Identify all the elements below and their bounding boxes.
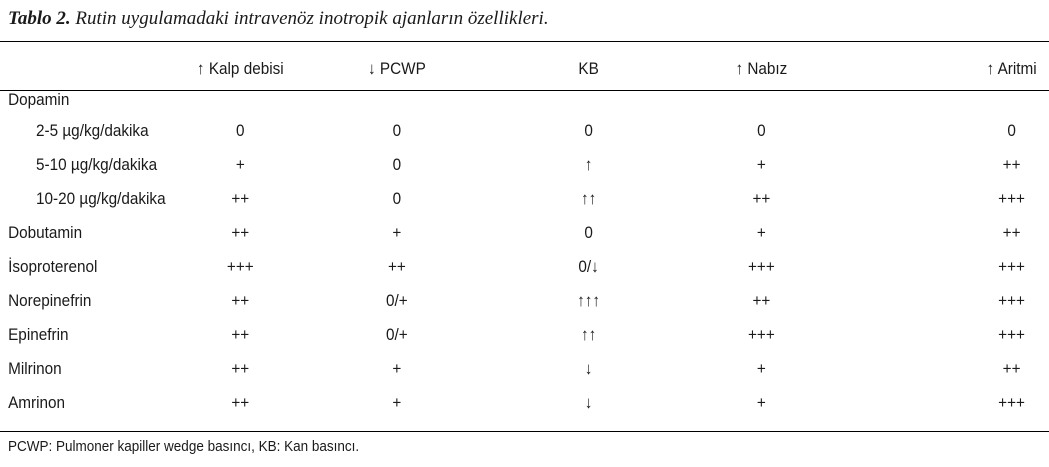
cell-pcwp: 0 bbox=[392, 189, 402, 208]
inotropic-agents-table bbox=[0, 52, 1049, 420]
cell-cardiac-output: +++ bbox=[226, 257, 254, 276]
cell-pcwp: ++ bbox=[387, 257, 406, 276]
cell-bp: ↑↑ bbox=[580, 325, 597, 344]
cell-pulse: + bbox=[756, 393, 766, 412]
cell-cardiac-output bbox=[188, 86, 292, 114]
cell-bp: ↓ bbox=[584, 359, 593, 378]
cell-bp: ↑↑↑ bbox=[577, 291, 601, 310]
row-label: Epinefrin bbox=[8, 325, 69, 344]
cell-cardiac-output: ++ bbox=[231, 223, 250, 242]
cell-value: +++ bbox=[998, 189, 1026, 208]
cell-value: +++ bbox=[998, 291, 1026, 310]
cell-arrhythmia bbox=[847, 386, 1049, 420]
row-label: 5-10 µg/kg/dakika bbox=[36, 155, 158, 174]
cell-cardiac-output: + bbox=[235, 155, 245, 174]
cell-bp: ↓ bbox=[584, 393, 593, 412]
cell-bp bbox=[501, 86, 676, 114]
bottom-rule bbox=[0, 431, 1049, 432]
table-row bbox=[0, 284, 1049, 318]
header-cell-pcwp: ↓ PCWP bbox=[367, 59, 426, 78]
row-label: Norepinefrin bbox=[8, 291, 92, 310]
table-row bbox=[0, 216, 1049, 250]
table-row bbox=[0, 352, 1049, 386]
table-header-row bbox=[0, 52, 1049, 86]
cell-pulse: + bbox=[756, 359, 766, 378]
cell-pulse: 0 bbox=[757, 121, 766, 140]
cell-value: +++ bbox=[998, 393, 1026, 412]
cell-arrhythmia bbox=[847, 352, 1049, 386]
cell-value: +++ bbox=[998, 325, 1026, 344]
cell-cardiac-output: ++ bbox=[231, 291, 250, 310]
row-label: 10-20 µg/kg/dakika bbox=[36, 189, 166, 208]
cell-pulse: +++ bbox=[747, 257, 775, 276]
cell-pulse: + bbox=[756, 223, 766, 242]
cell-bp: 0/↓ bbox=[578, 257, 599, 276]
cell-arrhythmia bbox=[847, 114, 1049, 148]
cell-pcwp: + bbox=[392, 359, 402, 378]
table-row bbox=[0, 86, 1049, 114]
table-caption bbox=[8, 8, 549, 30]
cell-value: +++ bbox=[998, 257, 1026, 276]
cell-cardiac-output: ++ bbox=[231, 189, 250, 208]
table-row bbox=[0, 148, 1049, 182]
cell-pulse bbox=[676, 86, 847, 114]
cell-pcwp: 0 bbox=[392, 121, 402, 140]
header-cell-arrhythmia: ↑ Aritmi bbox=[986, 59, 1037, 78]
table-row bbox=[0, 386, 1049, 420]
row-label: İsoproterenol bbox=[8, 257, 98, 276]
row-label: Amrinon bbox=[8, 393, 66, 412]
row-label: 2-5 µg/kg/dakika bbox=[36, 121, 149, 140]
cell-pcwp: + bbox=[392, 393, 402, 412]
header-cell-agent bbox=[0, 52, 188, 86]
cell-bp: ↑ bbox=[584, 155, 593, 174]
cell-value: ++ bbox=[1002, 223, 1021, 242]
cell-value: ++ bbox=[1002, 359, 1021, 378]
cell-value: ++ bbox=[1002, 155, 1021, 174]
table-row bbox=[0, 250, 1049, 284]
cell-bp: 0 bbox=[584, 121, 593, 140]
cell-arrhythmia bbox=[847, 216, 1049, 250]
cell-arrhythmia bbox=[847, 250, 1049, 284]
cell-pcwp: 0 bbox=[392, 155, 402, 174]
cell-arrhythmia bbox=[847, 86, 1049, 114]
cell-bp: ↑↑ bbox=[580, 189, 597, 208]
table-body bbox=[0, 86, 1049, 420]
table-footnote: PCWP: Pulmoner kapiller wedge basıncı, KB: Kan basıncı. bbox=[8, 438, 360, 455]
cell-cardiac-output: ++ bbox=[231, 359, 250, 378]
cell-bp: 0 bbox=[584, 223, 593, 242]
cell-arrhythmia bbox=[847, 182, 1049, 216]
cell-cardiac-output: 0 bbox=[236, 121, 245, 140]
cell-pulse: ++ bbox=[752, 189, 771, 208]
cell-pcwp bbox=[293, 86, 502, 114]
cell-arrhythmia bbox=[847, 318, 1049, 352]
row-label: Dobutamin bbox=[8, 223, 83, 242]
table-row bbox=[0, 318, 1049, 352]
header-cell-cardiac-output: ↑ Kalp debisi bbox=[196, 59, 284, 78]
cell-pulse: + bbox=[756, 155, 766, 174]
table-caption-label: Tablo 2. bbox=[8, 8, 71, 29]
cell-pulse: ++ bbox=[752, 291, 771, 310]
table-row bbox=[0, 182, 1049, 216]
cell-pcwp: 0/+ bbox=[386, 325, 408, 344]
cell-arrhythmia bbox=[847, 284, 1049, 318]
cell-pulse: +++ bbox=[747, 325, 775, 344]
cell-pcwp: + bbox=[392, 223, 402, 242]
row-label: Milrinon bbox=[8, 359, 62, 378]
cell-cardiac-output: ++ bbox=[231, 393, 250, 412]
cell-cardiac-output: ++ bbox=[231, 325, 250, 344]
table-caption-text: Rutin uygulamadaki intravenöz inotropik ajanların özellikleri. bbox=[75, 8, 549, 29]
table-row bbox=[0, 114, 1049, 148]
cell-pcwp: 0/+ bbox=[386, 291, 408, 310]
top-rule bbox=[0, 41, 1049, 42]
cell-arrhythmia bbox=[847, 148, 1049, 182]
row-label: Dopamin bbox=[8, 90, 70, 109]
cell-value: 0 bbox=[1007, 121, 1016, 140]
header-cell-bp: KB bbox=[578, 59, 599, 78]
header-cell-pulse: ↑ Nabız bbox=[735, 59, 788, 78]
